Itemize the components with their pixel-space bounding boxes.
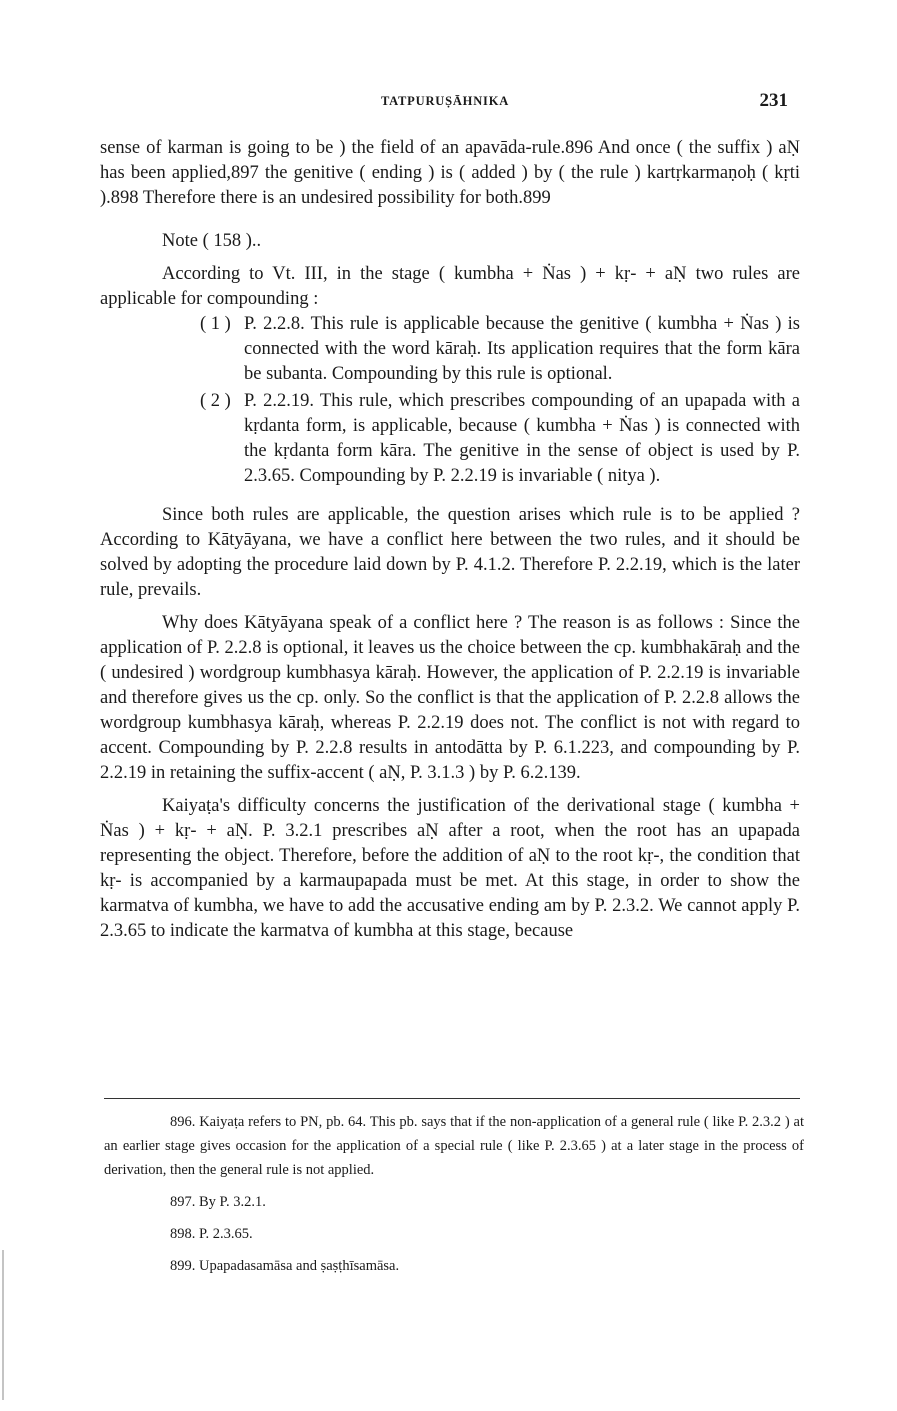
rule-number: ( 1 ) bbox=[200, 314, 231, 334]
rule-item bbox=[100, 312, 800, 387]
footnote: 898. P. 2.3.65. bbox=[170, 1226, 253, 1242]
footnote: 899. Upapadasamāsa and ṣaṣṭhīsamāsa. bbox=[170, 1258, 400, 1274]
intro-paragraph: sense of karman is going to be ) the field of an apavāda-rule.896 And once ( the suffix ) aṆ has been applied,897 the genitive ( ending ) is ( added ) by ( the rule ) kartṛkarmaṇoḥ ( kṛti ).898 Therefore there is an undesired possibility for both.899 bbox=[100, 138, 800, 208]
body-paragraph: Since both rules are applicable, the question arises which rule is to be applied ? According to Kātyāyana, we have a conflict here between the two rules, and it should be solved by adopting the procedure laid down by P. 4.1.2. Therefore P. 2.2.19, which is the later rule, prevails. bbox=[100, 505, 800, 600]
note-intro-paragraph: According to Vt. III, in the stage ( kumbha + Ṅas ) + kṛ- + aṆ two rules are applicable for compounding : bbox=[100, 264, 800, 309]
footnote: 896. Kaiyaṭa refers to PN, pb. 64. This pb. says that if the non-application of a general rule ( like P. 2.3.2 ) at an earlier stage gives occasion for the application of a special rule ( like P. 2.3.65 ) at a later stage in the process of derivation, then the general rule is not applied. bbox=[104, 1114, 804, 1178]
page-header bbox=[100, 90, 790, 114]
body-paragraph: Kaiyaṭa's difficulty concerns the justification of the derivational stage ( kumbha + Ṅas ) + kṛ- + aṆ. P. 3.2.1 prescribes aṆ after a root, when the root has an upapada representing the object. Therefore, before the addition of aṆ to the root kṛ-, the condition that kṛ- is accompanied by a karmaupapada must be met. At this stage, in order to show the karmatva of kumbha, we have to add the accusative ending am by P. 2.3.2. We cannot apply P. 2.3.65 to indicate the karmatva of kumbha at this stage, because bbox=[100, 796, 800, 941]
rule-number: ( 2 ) bbox=[200, 391, 231, 411]
body-paragraph: Why does Kātyāyana speak of a conflict here ? The reason is as follows : Since the application of P. 2.2.8 is optional, it leaves us the choice between the cp. kumbhakāraḥ and the ( undesired ) wordgroup kumbhasya kāraḥ. However, the application of P. 2.2.19 is invariable and therefore gives us the cp. only. So the conflict is that the application of P. 2.2.8 allows the wordgroup kumbhasya kāraḥ, whereas P. 2.2.19 does not. The conflict is not with regard to accent. Compounding by P. 2.2.8 results in antodātta by P. 6.1.223, and compounding by P. 2.2.19 in retaining the suffix-accent ( aṆ, P. 3.1.3 ) by P. 6.2.139. bbox=[100, 613, 800, 783]
footnote: 897. By P. 3.2.1. bbox=[170, 1194, 266, 1210]
rule-text: P. 2.2.19. This rule, which prescribes compounding of an upapada with a kṛdanta form, is applicable, because ( kumbha + Ṅas ) is connected with the kṛdanta form kāra. The genitive in the sense of object is used by P. 2.3.65. Compounding by P. 2.2.19 is invariable ( nitya ). bbox=[244, 391, 800, 486]
scan-edge-mark bbox=[2, 1250, 4, 1400]
footnotes bbox=[104, 1110, 804, 1286]
rule-item bbox=[100, 389, 800, 489]
running-head: TATPURUṢĀHNIKA bbox=[380, 94, 510, 108]
main-text bbox=[100, 136, 800, 944]
page-number: 231 bbox=[759, 90, 788, 111]
footnote-divider bbox=[104, 1098, 800, 1099]
rule-text: P. 2.2.8. This rule is applicable because the genitive ( kumbha + Ṅas ) is connected with the word kāraḥ. Its application requires that the form kāra be subanta. Compounding by this rule is optional. bbox=[244, 314, 800, 384]
note-label: Note ( 158 ).. bbox=[162, 231, 262, 251]
